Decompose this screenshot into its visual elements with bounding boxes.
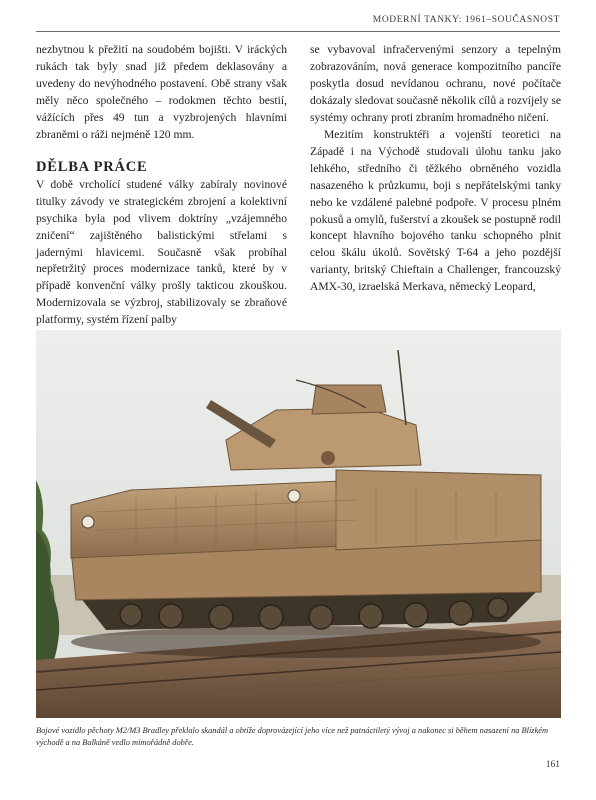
crew-member (321, 451, 335, 465)
paragraph: Mezitím konstruktéři a vojenští teoretici na Západě i na Východě studovali úlohu tanku jako lehkého, středního či těžkého obrněného vozidla nasazeného k průzkumu, boji s nepřátelskými tanky nebo ke vzdálené palebné podpoře. V procesu plném pokusů a omylů, fušerství a zkoušek se postupně rodil koncept hlavního bojového tanku schopného plnit celou škálu úkolů. Sovětský T-64 a jeho pozdější varianty, britský Chieftain a Challenger, francouzský AMX-30, izraelská Merkava, německý Leopard, (310, 127, 561, 294)
hull-rear (336, 470, 541, 550)
paragraph: V době vrcholící studené války zabíraly novinové titulky závody ve strategickém zbrojení a kolektivní psychika byla pod vlivem doktríny „vzájemného zničení“ zajištěného balistickými střelami s jadernými hlavicemi. Současně však probíhal nepřetržitý proces modernizace tanků, které by v případě konvenční války prošly takticou zkouškou. Modernizovala se výzbroj, stabilizovaly se zbraňové platformy, systém řízení palby (36, 177, 287, 327)
page-number: 161 (545, 760, 560, 770)
right-text-column (310, 42, 561, 296)
headlight (288, 490, 300, 502)
header-rule (36, 31, 560, 32)
vehicle-shadow (71, 626, 541, 658)
left-text-column (36, 42, 287, 329)
running-head: MODERNÍ TANKY: 1961–SOUČASNOST (372, 15, 560, 25)
sight-housing (312, 385, 386, 414)
bradley-vehicle-illustration (36, 330, 561, 718)
photo-caption: Bojové vozidlo pěchoty M2/M3 Bradley překlalo skandál a obtíže doprovázející jeho více než patnáctiletý vývoj a nakonec si během nasazení na Blízkém východě a na Balkáně vedlo mimořádně dobře. (36, 726, 549, 747)
bradley-photo (36, 330, 561, 718)
paragraph: se vybavoval infračervenými senzory a tepelným zobrazováním, nová generace kompozitního pancíře poskytla dosud nevídanou ochranu, nové počítače dokázaly sledovat současně několik cílů a rozvíjely se systémy ochrany proti zbraním hromadného ničení. (310, 43, 561, 124)
headlight (82, 516, 94, 528)
paragraph: nezbytnou k přežití na soudobém bojišti. V iráckých rukách tak byly snad již předem deklasovány a uvedeny do nevýhodného postavení. Obě strany však měly něco společného – rodokmen těchto bestií, vážících přes 49 tun a vyzbrojených hlavními zbraněmi o ráži nejméně 120 mm. (36, 43, 287, 141)
section-heading: DĚLBA PRÁCE (36, 158, 148, 175)
